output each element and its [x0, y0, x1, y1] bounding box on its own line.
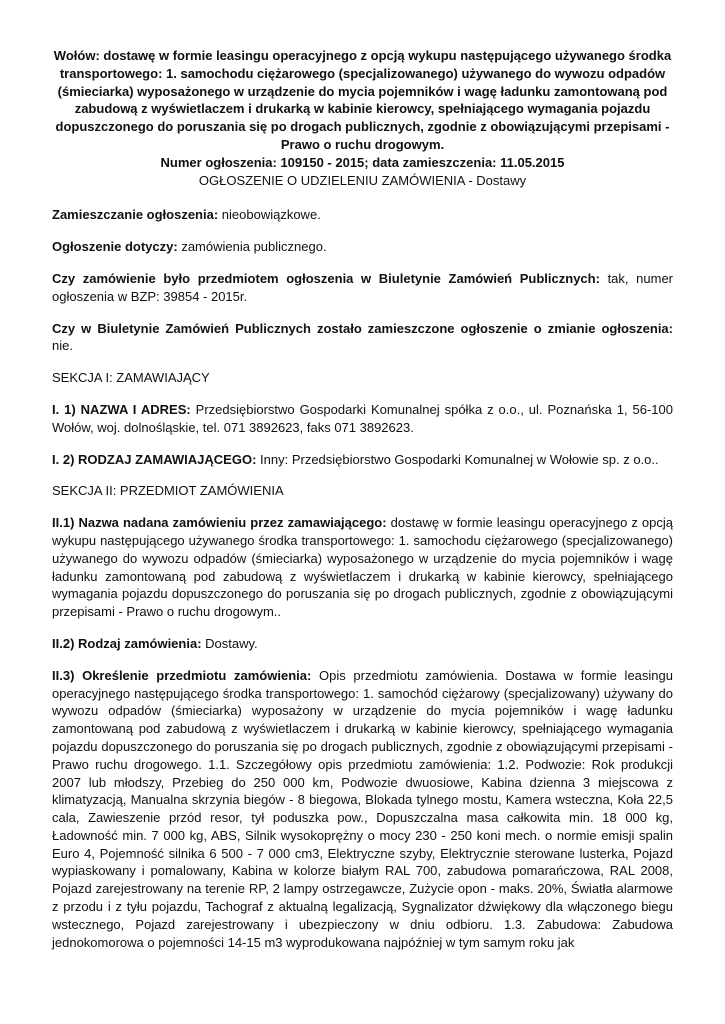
field-value: nieobowiązkowe.: [218, 207, 321, 223]
field-value: dostawę w formie leasingu operacyjnego z opcją wykupu następującego używanego środka transportowego: 1. samochodu ciężarowego (specjalizowanego) używanego do wywozu odpadów (śmieciarka) wyposażonego w urządzenie do mycia pojemników i wagę ładunku zamontowaną pod zabudową z wyświetlaczem i drukarką w kabinie kierowcy, spełniającego wymagania pojazdu dopuszczonego do poruszania się po drogach publicznych, zgodnie z obowiązującymi przepisami - Prawo o ruchu drogowym..: [52, 515, 673, 620]
posting-field: [52, 206, 673, 224]
order-description: [52, 667, 673, 952]
field-label: Czy w Biuletynie Zamówień Publicznych zostało zamieszczone ogłoszenie o zmianie ogłoszenia:: [52, 320, 673, 336]
field-value: tak, numer ogłoszenia w BZP: 39854 - 2015r.: [52, 270, 674, 304]
field-value: nie.: [52, 338, 73, 354]
field-label: Zamieszczanie ogłoszenia:: [52, 207, 219, 223]
bzp-announcement-field: [52, 270, 673, 306]
field-label: Ogłoszenie dotyczy:: [52, 239, 178, 255]
field-label: Czy zamówienie było przedmiotem ogłoszenia w Biuletynie Zamówień Publicznych:: [52, 270, 600, 286]
field-value: Przedsiębiorstwo Gospodarki Komunalnej spółka z o.o., ul. Poznańska 1, 56-100 Wołów, woj. dolnośląskie, tel. 071 3892623, faks 071 3892623.: [52, 401, 674, 435]
field-value: Opis przedmiotu zamówienia. Dostawa w formie leasingu operacyjnego następującego środka transportowego: 1. samochód ciężarowy (specjalizowany) używany do wywozu odpadów (śmieciarka) wyposażony w urządzenie do mycia pojemników i wagę ładunku zamontowaną pod zabudową z wyświetlaczem i drukarką w kabinie kierowcy, spełniającego wymagania pojazdu dopuszczonego do poruszania się po drogach publicznych, zgodnie z obowiązującymi przepisami - Prawo ruchu drogowego. 1.1. Szczegółowy opis przedmiotu zamówienia: 1.2. Podwozie: Rok produkcji 2007 lub młodszy, Przebieg do 250 000 km, Podwozie dwuosiowe, Kabina dzienna 3 miejscowa z klimatyzacją, Manualna skrzynia biegów - 8 biegowa, Blokada tylnego mostu, Kamera wsteczna, Koła 22,5 cala, Zawieszenie przód resor, tył poduszka pow., Dopuszczalna masa całkowita min. 18 000 kg, Ładowność min. 7 000 kg, ABS, Silnik wysokoprężny o mocy 230 - 250 koni mech. o normie emisji spalin Euro 4, Pojemność silnika 6 500 - 7 000 cm3, Elektryczne szyby, Elektrycznie sterowane lusterka, Pojazd wypiaskowany i pomalowany, Kabina w kolorze białym RAL 700, zabudowa pomarańczowa, RAL 2008, Pojazd zarejestrowany na terenie RP, 2 lampy ostrzegawcze, Zużycie opon - maks. 20%, Światła alarmowe z przodu i z tyłu pojazdu, Tachograf z aktualną legalizacją, Sygnalizator dźwiękowy dla włączonego biegu wstecznego, Pojazd zarejestrowany i ubezpieczony w dniu odbioru. 1.3. Zabudowa: Zabudowa jednokomorowa o pojemności 14-15 m3 wyprodukowana najpóźniej w tym samym roku jak: [52, 667, 673, 950]
field-label: II.3) Określenie przedmiotu zamówienia:: [52, 667, 312, 683]
field-label: I. 2) RODZAJ ZAMAWIAJĄCEGO:: [52, 451, 257, 467]
contracting-type: [52, 451, 673, 469]
section-2-heading: SEKCJA II: PRZEDMIOT ZAMÓWIENIA: [52, 483, 284, 499]
field-value: Dostawy.: [201, 635, 258, 651]
field-label: II.1) Nazwa nadana zamówieniu przez zamawiającego:: [52, 515, 387, 531]
field-value: Inny: Przedsiębiorstwo Gospodarki Komunalnej w Wołowie sp. z o.o..: [256, 451, 659, 467]
field-value: zamówienia publicznego.: [177, 239, 327, 255]
order-name: [52, 514, 673, 621]
bzp-change-field: [52, 320, 673, 356]
field-label: I. 1) NAZWA I ADRES:: [52, 401, 191, 417]
field-label: II.2) Rodzaj zamówienia:: [52, 635, 202, 651]
notice-number-line: Numer ogłoszenia: 109150 - 2015; data zamieszczenia: 11.05.2015: [160, 154, 565, 170]
notice-type: OGŁOSZENIE O UDZIELENIU ZAMÓWIENIA - Dostawy: [198, 172, 527, 188]
section-1-heading: SEKCJA I: ZAMAWIAJĄCY: [52, 370, 210, 386]
contracting-name-address: [52, 401, 673, 437]
order-kind: [52, 635, 673, 653]
document-title: Wołów: dostawę w formie leasingu operacyjnego z opcją wykupu następującego używanego środka transportowego: 1. samochodu ciężarowego (specjalizowanego) używanego do wywozu odpadów (śmieciarka) wyposażonego w urządzenie do mycia pojemników i wagę ładunku zamontowaną pod zabudową z wyświetlaczem i drukarką w kabinie kierowcy, spełniającego wymagania pojazdu dopuszczonego do poruszania się po drogach publicznych, zgodnie z obowiązującymi przepisami - Prawo o ruchu drogowym.: [53, 48, 672, 152]
concerns-field: [52, 238, 673, 256]
